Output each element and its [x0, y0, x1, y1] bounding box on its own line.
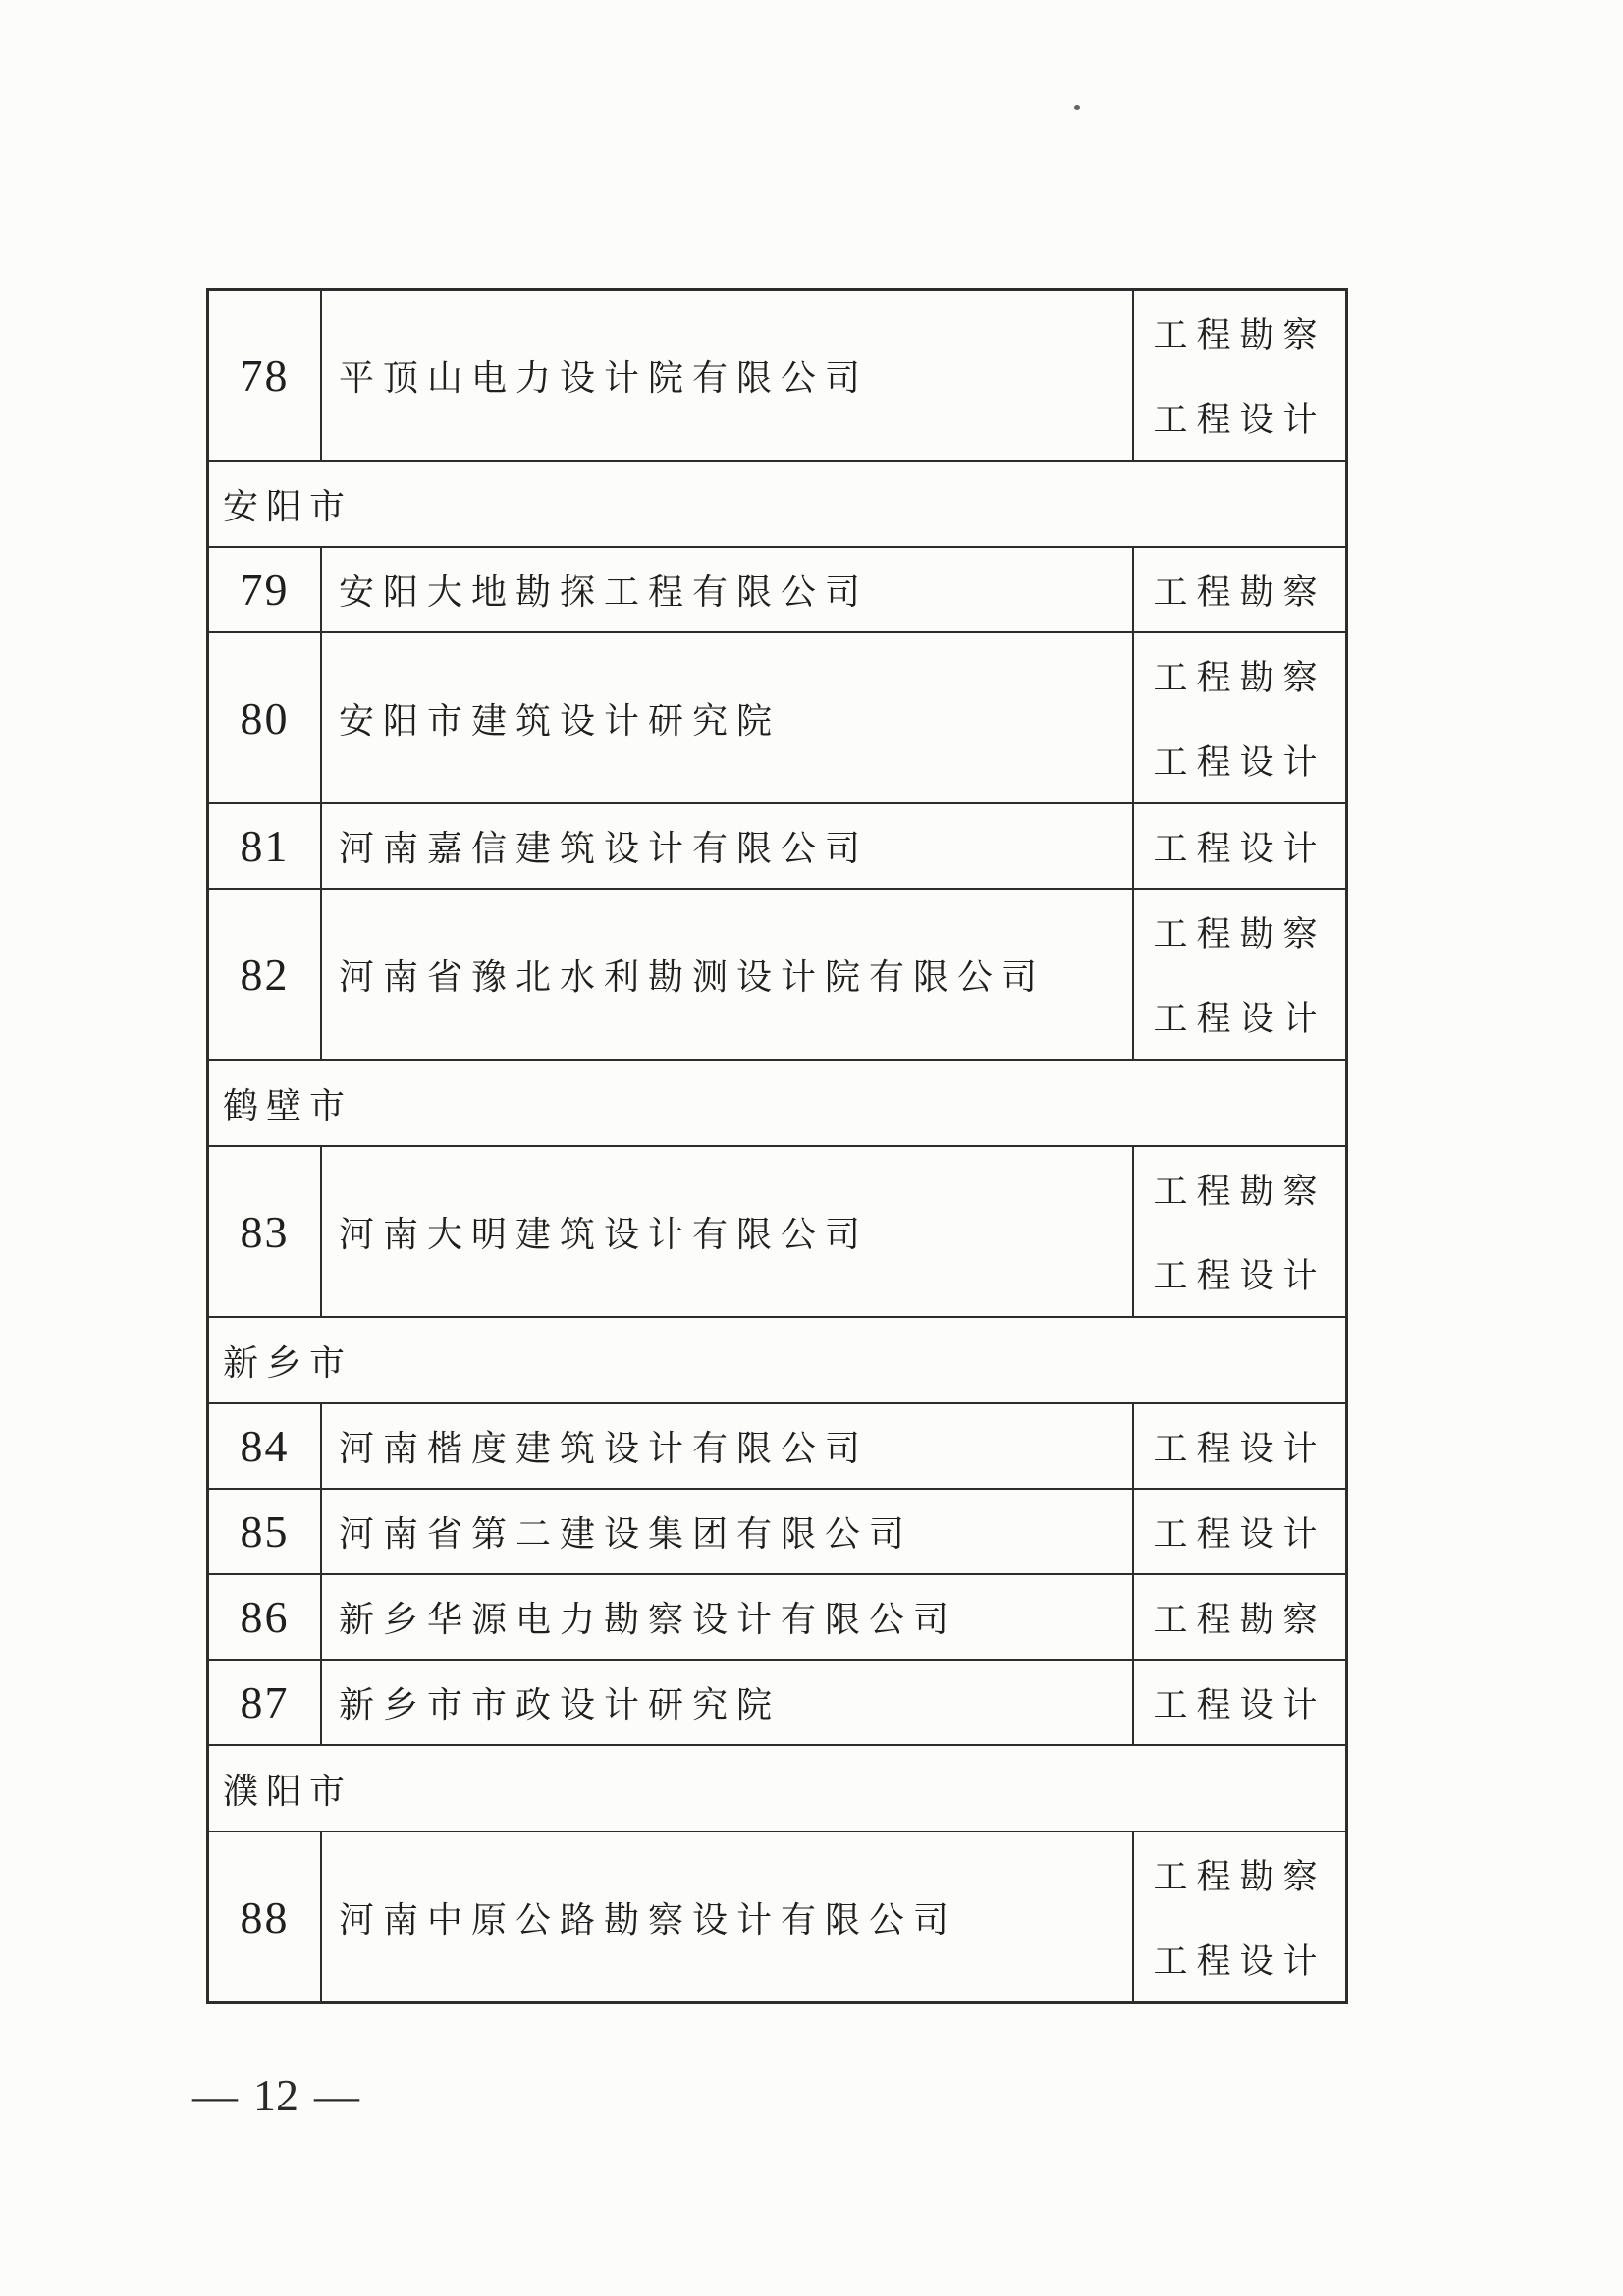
- table-row: [209, 1659, 1345, 1744]
- company-name-cell: 河南楷度建筑设计有限公司: [322, 1404, 1134, 1488]
- section-label: 鹤壁市: [223, 1085, 353, 1125]
- row-number-cell: 79: [209, 548, 322, 631]
- row-number-cell: 80: [209, 633, 322, 802]
- scan-artifact-dot: [1074, 105, 1080, 110]
- qualification-table: [206, 288, 1348, 2004]
- section-row: [209, 1744, 1345, 1831]
- table-row: [209, 1145, 1345, 1316]
- qualification-cell: [1134, 291, 1345, 460]
- qualification-line: 工程勘察: [1153, 1173, 1326, 1211]
- qualification-line: 工程设计: [1153, 1000, 1326, 1038]
- company-name-cell: 安阳大地勘探工程有限公司: [322, 548, 1134, 631]
- table-row: [209, 802, 1345, 888]
- row-number-cell: 85: [209, 1490, 322, 1573]
- qualification-line: 工程勘察: [1153, 1858, 1326, 1896]
- row-number-cell: 82: [209, 890, 322, 1059]
- company-name-cell: 安阳市建筑设计研究院: [322, 633, 1134, 802]
- qualification-cell: [1134, 1147, 1345, 1316]
- table-row: [209, 1488, 1345, 1573]
- footer-right-dash: —: [314, 2069, 359, 2120]
- row-number-cell: 88: [209, 1832, 322, 2001]
- company-name-cell: 平顶山电力设计院有限公司: [322, 291, 1134, 460]
- qualification-line: 工程设计: [1153, 1257, 1326, 1295]
- company-name-cell: 河南省第二建设集团有限公司: [322, 1490, 1134, 1573]
- page-footer: [192, 2068, 359, 2121]
- qualification-line: 工程勘察: [1153, 573, 1326, 612]
- company-name-cell: 新乡华源电力勘察设计有限公司: [322, 1575, 1134, 1659]
- section-label: 安阳市: [223, 486, 353, 526]
- section-row: [209, 460, 1345, 546]
- company-name-cell: 河南嘉信建筑设计有限公司: [322, 804, 1134, 888]
- row-number-cell: 87: [209, 1661, 322, 1744]
- qualification-line: 工程设计: [1153, 401, 1326, 439]
- row-number-cell: 81: [209, 804, 322, 888]
- table-row: [209, 1402, 1345, 1488]
- qualification-cell: [1134, 804, 1345, 888]
- qualification-cell: [1134, 548, 1345, 631]
- qualification-line: 工程勘察: [1153, 1600, 1326, 1639]
- table-row: [209, 1573, 1345, 1659]
- footer-left-dash: —: [192, 2069, 238, 2120]
- section-row: [209, 1316, 1345, 1402]
- row-number-cell: 84: [209, 1404, 322, 1488]
- qualification-line: 工程勘察: [1153, 659, 1326, 697]
- qualification-line: 工程设计: [1153, 743, 1326, 782]
- footer-page-number: 12: [253, 2069, 298, 2120]
- table-row: [209, 546, 1345, 631]
- qualification-line: 工程勘察: [1153, 915, 1326, 954]
- qualification-line: 工程勘察: [1153, 316, 1326, 355]
- company-name-cell: 新乡市市政设计研究院: [322, 1661, 1134, 1744]
- section-label: 濮阳市: [223, 1771, 353, 1811]
- company-name-cell: 河南大明建筑设计有限公司: [322, 1147, 1134, 1316]
- qualification-cell: [1134, 1661, 1345, 1744]
- qualification-cell: [1134, 890, 1345, 1059]
- table-row: [209, 291, 1345, 460]
- qualification-cell: [1134, 1575, 1345, 1659]
- company-name-cell: 河南省豫北水利勘测设计院有限公司: [322, 890, 1134, 1059]
- company-name-cell: 河南中原公路勘察设计有限公司: [322, 1832, 1134, 2001]
- qualification-cell: [1134, 1490, 1345, 1573]
- table-row: [209, 888, 1345, 1059]
- section-row: [209, 1059, 1345, 1145]
- row-number-cell: 86: [209, 1575, 322, 1659]
- table-row: [209, 631, 1345, 802]
- qualification-line: 工程设计: [1153, 1514, 1326, 1554]
- row-number-cell: 83: [209, 1147, 322, 1316]
- table-row: [209, 1831, 1345, 2001]
- qualification-cell: [1134, 633, 1345, 802]
- qualification-cell: [1134, 1832, 1345, 2001]
- qualification-line: 工程设计: [1153, 1429, 1326, 1468]
- qualification-line: 工程设计: [1153, 829, 1326, 868]
- row-number-cell: 78: [209, 291, 322, 460]
- section-label: 新乡市: [223, 1342, 353, 1383]
- qualification-line: 工程设计: [1153, 1685, 1326, 1724]
- qualification-line: 工程设计: [1153, 1942, 1326, 1981]
- qualification-cell: [1134, 1404, 1345, 1488]
